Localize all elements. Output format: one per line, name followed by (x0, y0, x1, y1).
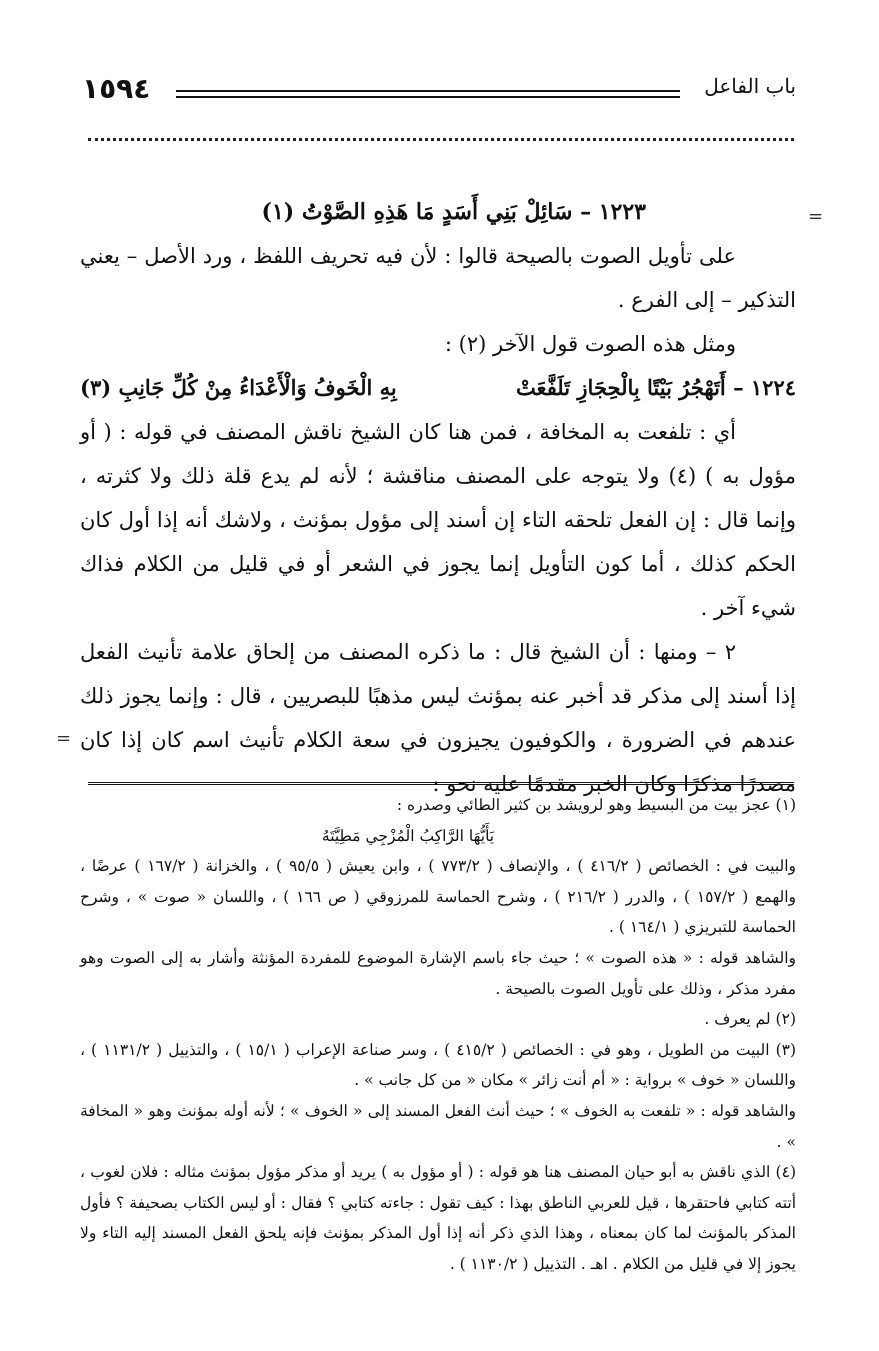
dotted-separator (88, 138, 794, 149)
footnote-3-shahid: والشاهد قوله : « تلفعت به الخوف » ؛ حيث أنث الفعل المسند إلى « الخوف » ؛ لأنه أوله بمؤنث وهو « المخافة » . (80, 1101, 796, 1151)
header-rule (176, 90, 680, 98)
margin-mark: = (808, 206, 824, 227)
footnote-4: (٤) الذي ناقش به أبو حيان المصنف هنا هو قوله : ( أو مؤول به ) يريد أو مذكر مؤول بمؤنث مثاله : فلان لغوب ، أتته كتابي فاحتقرها ، قيل للعربي الناطق بهذا : كيف تقول : جاءته كتابي ؟ فقال : أو ليس الكتاب بصحيفة ؟ فأول المذكر بالمؤنث لما كان بمعناه ، وهذا الذي ذكر أنه إذا أول المذكر بمؤنث فإنه يلحق الفعل المسند إليه التاء ولا يجوز إلا في قليل من الكلام . اهـ . التذييل ( ١١٣٠/٢ ) . (80, 1163, 796, 1273)
verse-hemistich-second: بِهِ الْخَوفُ وَالْأَعْدَاءُ مِنْ كُلِّ جَانِبِ (٣) (80, 375, 397, 400)
footnote-1-sources: والبيت في : الخصائص ( ٤١٦/٢ ) ، والإنصاف ( ٧٧٣/٢ ) ، وابن يعيش ( ٩٥/٥ ) ، والخزانة ( ١٦٧/٢ ) عرضًا ، والهمع ( ١٥٧/٢ ) ، والدرر ( ٢١٦/٢ ) ، وشرح الحماسة للمرزوقي ( ص ١٦٦ ) ، واللسان « صوت » ، وشرح الحماسة للتبريزي ( ١٦٤/١ ) . (80, 857, 797, 937)
footnote-3: (٣) البيت من الطويل ، وهو في : الخصائص ( ٤١٥/٢ ) ، وسر صناعة الإعراب ( ١٥/١ ) ، والتذييل ( ١١٣١/٢ ) ، واللسان « خوف » برواية : « أم أنت زائر » مكان « من كل جانب » . (80, 1040, 797, 1090)
verse-1224 (80, 366, 796, 410)
footnote-2: (٢) لم يعرف . (704, 1010, 796, 1029)
margin-mark: = (56, 728, 72, 749)
footnote-separator (88, 782, 794, 785)
footnote-1-shahid: والشاهد قوله : « هذه الصوت » ؛ حيث جاء باسم الإشارة الموضوع للمفردة المؤنثة وأشار به إلى الصوت وهو مفرد مذكر ، وذلك على تأويل الصوت بالصيحة . (80, 948, 796, 998)
page-number: ١٥٩٤ (82, 72, 151, 105)
paragraph: ٢ – ومنها : أن الشيخ قال : ما ذكره المصنف من إلحاق علامة تأنيث الفعل إذا أسند إلى مذكر قد أخبر عنه بمؤنث ليس مذهبًا للبصريين ، قال : وإنما يجوز ذلك عندهم في الضرورة ، والكوفيون يجيزون في سعة الكلام تأنيث اسم كان إذا كان مصدرًا مذكرًا وكان الخبر مقدمًا عليه نحو : (80, 640, 796, 796)
chapter-title: باب الفاعل (704, 74, 796, 98)
footnotes (80, 790, 796, 1280)
footnote-1: (١) عجز بيت من البسيط وهو لرويشد بن كثير الطائي وصدره : (396, 796, 796, 814)
main-text (80, 190, 796, 806)
paragraph: أي : تلفعت به المخافة ، فمن هنا كان الشيخ ناقش المصنف في قوله : ( أو مؤول به ) (٤) ولا يتوجه على المصنف مناقشة ؛ لأنه لم يدع قلة ذلك ولا كثرته ، وإنما قال : إن الفعل تلحقه التاء إن أسند إلى مؤول بمؤنث ، ولاشك أنه إذا أول كان الحكم كذلك ، أما كون التأويل إنما يجوز في الشعر أو في قليل من الكلام فذاك شيء آخر . (80, 420, 796, 620)
verse-1223: ١٢٢٣ – سَائِلْ بَنِي أَسَدٍ مَا هَذِهِ الصَّوْتُ (١) (261, 199, 646, 225)
footnote-1-verse: يَأَيُّهَا الرَّاكِبُ الْمُزْجِي مَطِيَّتَهُ (321, 826, 495, 845)
verse-hemistich-first: ١٢٢٤ – أَتَهْجُرُ بَيْتًا بِالْحِجَازِ تَلَفَّعَتْ (515, 375, 796, 400)
paragraph: على تأويل الصوت بالصيحة قالوا : لأن فيه تحريف اللفظ ، ورد الأصل – يعني التذكير – إلى الفرع . (80, 244, 796, 312)
paragraph: ومثل هذه الصوت قول الآخر (٢) : (444, 332, 736, 356)
page-header (82, 72, 796, 112)
